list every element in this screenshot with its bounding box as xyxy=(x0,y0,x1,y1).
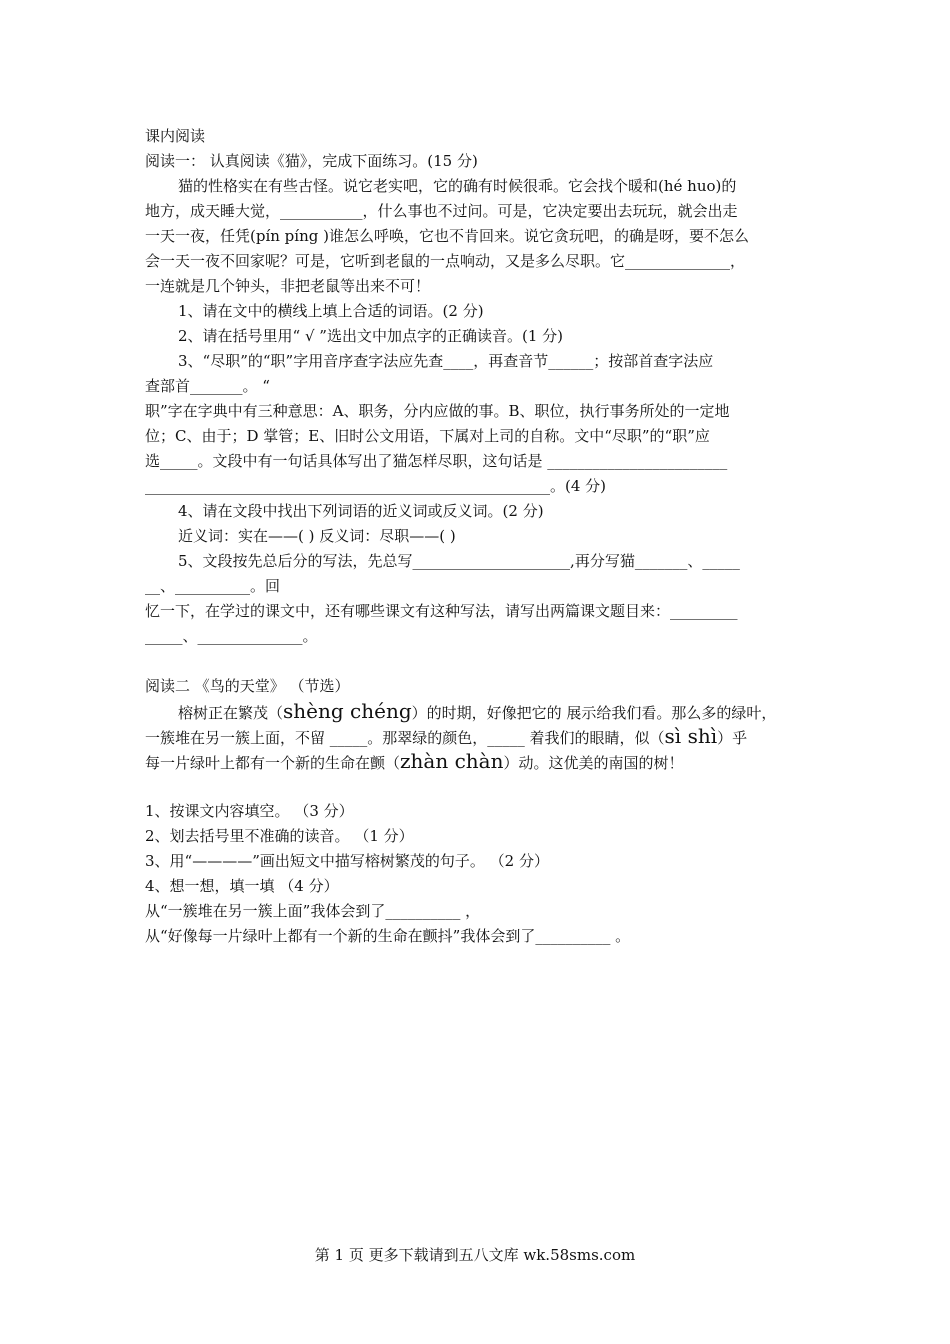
question-line: _____、______________。 xyxy=(145,627,318,645)
question-line: 2、请在括号里用“ √ ”选出文中加点字的正确读音。(1 分) xyxy=(178,327,563,345)
question-line: 3、用“————”画出短文中描写榕树繁茂的句子。 （2 分） xyxy=(145,852,549,870)
passage-line xyxy=(145,724,811,749)
passage-line: 会一天一夜不回家呢？可是，它听到老鼠的一点响动，又是多么尽职。它______________， xyxy=(145,252,746,270)
question-line: 近义词：实在——( ) 反义词：尽职——( ) xyxy=(178,527,456,545)
question-line: 1、按课文内容填空。 （3 分） xyxy=(145,802,354,820)
question-line: 1、请在文中的横线上填上合适的词语。(2 分) xyxy=(178,302,484,320)
passage-line: 一天一夜，任凭(pín píng )谁怎么呼唤，它也不肯回来。说它贪玩吧，的确是呀，要不怎么 xyxy=(145,227,749,245)
pinyin: sì shì xyxy=(664,724,718,748)
question-line: 从“一簇堆在另一簇上面”我体会到了__________ ， xyxy=(145,902,481,920)
passage-line: 一连就是几个钟头，非把老鼠等出来不可！ xyxy=(145,277,431,295)
question-line: 5、文段按先总后分的写法，先总写_____________________,再分写猫_______、_____ xyxy=(178,552,740,570)
question-line: 从“好像每一片绿叶上都有一个新的生命在颤抖”我体会到了__________ 。 xyxy=(145,927,631,945)
passage-text: ）的时期，好像把它的 展示给我们看。那么多的绿叶， xyxy=(411,704,777,722)
question-line: 4、想一想，填一填 （4 分） xyxy=(145,877,339,895)
pinyin: zhàn chàn xyxy=(400,749,504,773)
question-line: 查部首_______。 “ xyxy=(145,377,270,395)
spacer xyxy=(145,774,811,799)
question-line: 位；C、由于；D 掌管；E、旧时公文用语，下属对上司的自称。文中“尽职”的“职”应 xyxy=(145,427,710,445)
pinyin: shèng chéng xyxy=(283,699,412,723)
question-line: __、__________。回 xyxy=(145,577,281,595)
question-line: ______________________________________________________。(4 分) xyxy=(145,477,607,495)
question-line: 职”字在字典中有三种意思：A、职务，分内应做的事。B、职位，执行事务所处的一定地 xyxy=(145,402,730,420)
passage-text: ）动。这优美的南国的树！ xyxy=(503,754,684,772)
question-line: 2、划去括号里不准确的读音。 （1 分） xyxy=(145,827,414,845)
passage-text: 榕树正在繁茂（ xyxy=(178,704,284,722)
spacer xyxy=(145,649,811,674)
reading2-questions xyxy=(145,799,811,949)
reading2-title: 阅读二 《鸟的天堂》 （节选） xyxy=(145,677,350,695)
page-footer: 第 1 页 更多下载请到五八文库 wk.58sms.com xyxy=(314,1246,636,1264)
passage-line xyxy=(145,749,811,774)
reading1-passage xyxy=(145,174,811,299)
passage-line: 地方，成天睡大觉，___________，什么事也不过问。可是，它决定要出去玩玩，就会出走 xyxy=(145,202,738,220)
document-body xyxy=(145,124,811,949)
section-heading: 课内阅读 xyxy=(145,127,206,145)
question-line: 选_____。文段中有一句话具体写出了猫怎样尽职，这句话是 ________________________ xyxy=(145,452,728,470)
question-line: 4、请在文段中找出下列词语的近义词或反义词。(2 分) xyxy=(178,502,544,520)
question-line: 3、“尽职”的“职”字用音序查字法应先查____，再查音节______；按部首查字法应 xyxy=(178,352,714,370)
question-line: 忆一下，在学过的课文中，还有哪些课文有这种写法，请写出两篇课文题目来：_________ xyxy=(145,602,738,620)
passage-text: ）乎 xyxy=(717,729,748,747)
passage-line xyxy=(145,699,811,724)
reading2-passage xyxy=(145,699,811,774)
passage-text: 一簇堆在另一簇上面，不留 _____。那翠绿的颜色，_____ 着我们的眼睛，似（ xyxy=(145,729,665,747)
passage-text: 每一片绿叶上都有一个新的生命在颤（ xyxy=(145,754,401,772)
reading1-title: 阅读一： 认真阅读《猫》，完成下面练习。(15 分) xyxy=(145,152,478,170)
passage-line: 猫的性格实在有些古怪。说它老实吧，它的确有时候很乖。它会找个暖和(hé huo)的 xyxy=(178,177,737,195)
reading1-questions xyxy=(145,299,811,649)
